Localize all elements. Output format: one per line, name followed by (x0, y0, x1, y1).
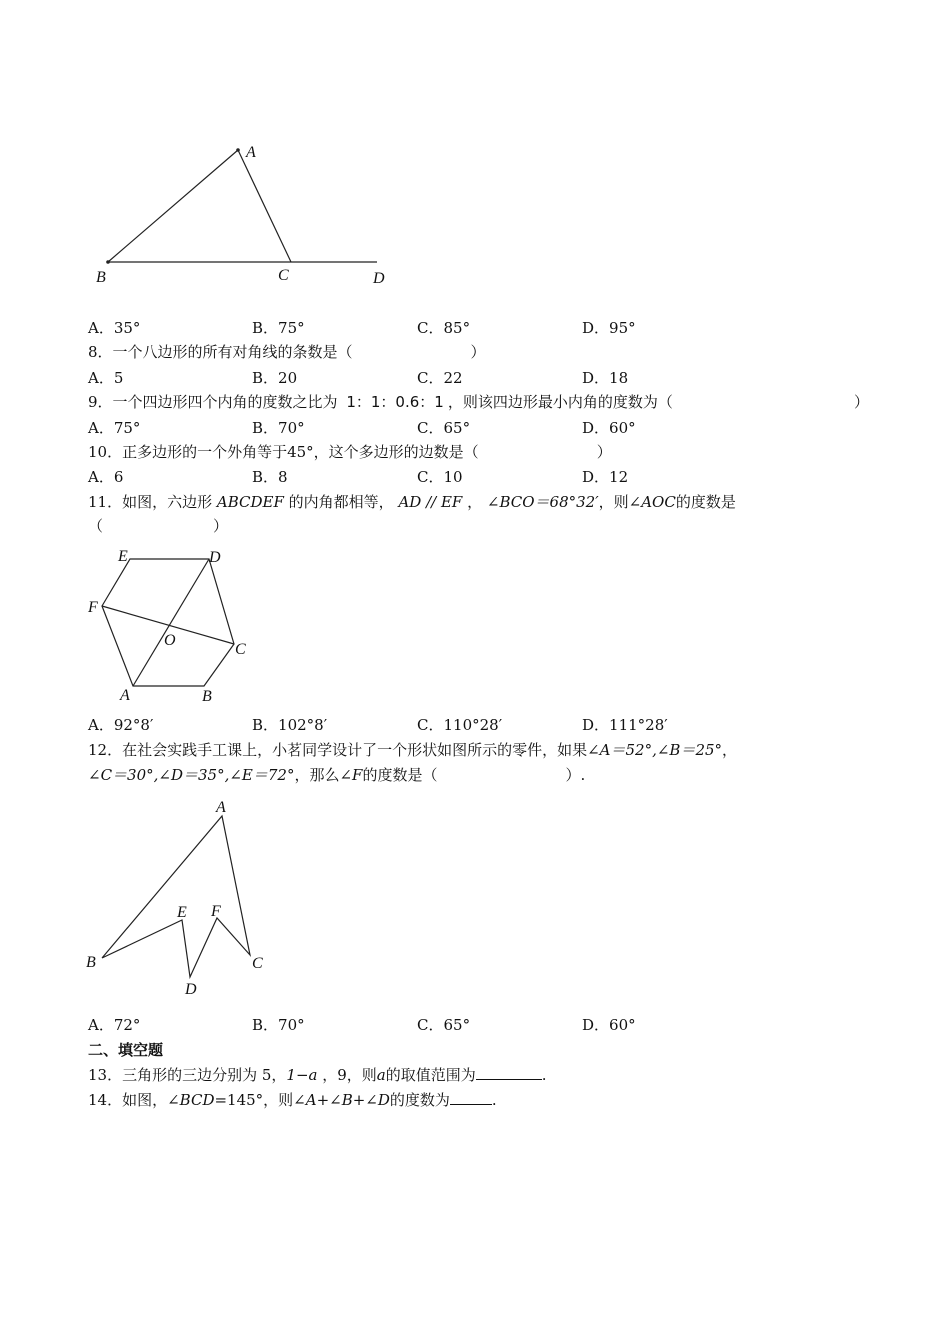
q12-option-d[interactable]: D．60° (582, 1016, 636, 1034)
q14-text-a: 14．如图， (88, 1091, 168, 1109)
q12-angles-2: ∠C＝30°,∠D＝35°,∠E＝72° (88, 766, 295, 784)
q12-text-b: ， (722, 741, 738, 759)
q12-option-c[interactable]: C．65° (417, 1016, 471, 1034)
q11-text-d: ，则 (598, 493, 629, 511)
segment-ba (108, 150, 238, 262)
label-d: D (373, 270, 385, 287)
hex-label-b: B (202, 688, 212, 705)
q8-option-b[interactable]: B．20 (252, 369, 298, 387)
q9-close: ） (854, 393, 870, 411)
q8-option-d[interactable]: D．18 (582, 369, 629, 387)
q11-question (88, 492, 736, 512)
q10-option-a[interactable]: A．6 (88, 468, 124, 486)
segment-ac (238, 150, 291, 262)
q11-bracket (88, 516, 228, 536)
q10-option-c[interactable]: C．10 (417, 468, 463, 486)
q11-option-d[interactable]: D．111°28′ (582, 716, 668, 734)
q13-text-b: ，9，则 (317, 1066, 377, 1084)
q8-option-a[interactable]: A．5 (88, 369, 124, 387)
q11-option-c[interactable]: C．110°28′ (417, 716, 503, 734)
q11-text-e: 的度数是 (675, 493, 736, 511)
point-b (106, 260, 110, 264)
q10-option-b[interactable]: B．8 (252, 468, 288, 486)
q11-text-a: 11．如图，六边形 (88, 493, 213, 511)
q14-end: . (491, 1091, 497, 1109)
q12-close: ）. (565, 766, 586, 784)
part-label-b: B (86, 954, 96, 971)
part-label-c: C (252, 955, 263, 972)
hex-label-f: F (88, 599, 98, 616)
hexagon-outline (102, 559, 234, 686)
q11-open: （ (88, 517, 104, 535)
hex-label-d: D (209, 549, 221, 566)
hex-label-e: E (118, 548, 128, 565)
label-c: C (278, 267, 289, 284)
label-b: B (96, 269, 106, 286)
section-heading-fill-in: 二、填空题 (88, 1041, 164, 1059)
point-a (236, 148, 240, 152)
q9-option-c[interactable]: C．65° (417, 419, 471, 437)
q8-question (88, 342, 486, 362)
q12-question-line2 (88, 765, 585, 785)
q8-close: ） (470, 343, 486, 361)
figure-hexagon (84, 540, 264, 712)
q7-option-a[interactable]: A．35° (88, 319, 141, 337)
q12-text-c: ，那么 (294, 766, 340, 784)
part-label-f: F (211, 903, 221, 920)
figure-part-shape (80, 792, 280, 1002)
hex-label-c: C (235, 641, 246, 658)
part-label-d: D (185, 981, 197, 998)
q10-option-d[interactable]: D．12 (582, 468, 629, 486)
q10-close: ） (596, 443, 612, 461)
q10-text: 10．正多边形的一个外角等于45°，这个多边形的边数是（ (88, 443, 479, 461)
q11-close: ） (213, 517, 229, 535)
q13-end: . (541, 1066, 547, 1084)
q9-option-a[interactable]: A．75° (88, 419, 141, 437)
q11-parallel: AD // EF (398, 493, 463, 511)
q9-ratio: 1：1：0.6：1 (346, 393, 444, 411)
q8-option-c[interactable]: C．22 (417, 369, 463, 387)
q11-angle-asked: ∠AOC (628, 493, 676, 511)
q12-text-a: 12．在社会实践手工课上，小茗同学设计了一个形状如图所示的零件，如果 (88, 741, 588, 759)
q12-text-d: 的度数是（ (362, 766, 438, 784)
q13-expr: 1−a (286, 1066, 318, 1084)
q14-question (88, 1090, 497, 1110)
q14-answer-blank[interactable] (450, 1090, 492, 1105)
hex-label-a: A (120, 687, 130, 704)
q12-option-a[interactable]: A．72° (88, 1016, 141, 1034)
q9-option-d[interactable]: D．60° (582, 419, 636, 437)
hex-label-o: O (164, 632, 176, 649)
part-label-a: A (216, 799, 226, 816)
q11-text-c: ， (467, 493, 483, 511)
q14-text-c: 的度数为 (389, 1091, 450, 1109)
q11-angle-given: ∠BCO＝68°32′ (486, 493, 599, 511)
q9-option-b[interactable]: B．70° (252, 419, 305, 437)
q12-option-b[interactable]: B．70° (252, 1016, 305, 1034)
q13-text-c: 的取值范围为 (385, 1066, 476, 1084)
q9-question (88, 392, 673, 412)
part-label-e: E (177, 904, 187, 921)
q9-text-before: 9．一个四边形四个内角的度数之比为 (88, 393, 338, 411)
q13-answer-blank[interactable] (476, 1065, 542, 1080)
q8-text: 8．一个八边形的所有对角线的条数是（ (88, 343, 353, 361)
figure-triangle-abcd (90, 135, 400, 295)
q11-hexagon: ABCDEF (216, 493, 284, 511)
q11-text-b: 的内角都相等， (288, 493, 394, 511)
q10-question (88, 442, 612, 462)
q12-question (88, 740, 737, 760)
q12-angle-asked: ∠F (339, 766, 363, 784)
q7-option-d[interactable]: D．95° (582, 319, 636, 337)
q13-var: a (376, 1066, 386, 1084)
part-outline (102, 816, 250, 977)
q14-angle-given: ∠BCD (167, 1091, 215, 1109)
q12-angles-1: ∠A＝52°,∠B＝25° (587, 741, 723, 759)
diagonal-ad (133, 559, 209, 686)
q13-text-a: 13．三角形的三边分别为 5， (88, 1066, 287, 1084)
q11-option-b[interactable]: B．102°8′ (252, 716, 328, 734)
q7-option-b[interactable]: B．75° (252, 319, 305, 337)
label-a: A (246, 144, 256, 161)
q7-option-c[interactable]: C．85° (417, 319, 471, 337)
q14-text-b: =145°，则 (214, 1091, 294, 1109)
q14-angle-sum: ∠A+∠B+∠D (293, 1091, 390, 1109)
q13-question (88, 1065, 547, 1085)
q9-text-after: ，则该四边形最小内角的度数为（ (447, 393, 673, 411)
q11-option-a[interactable]: A．92°8′ (88, 716, 154, 734)
